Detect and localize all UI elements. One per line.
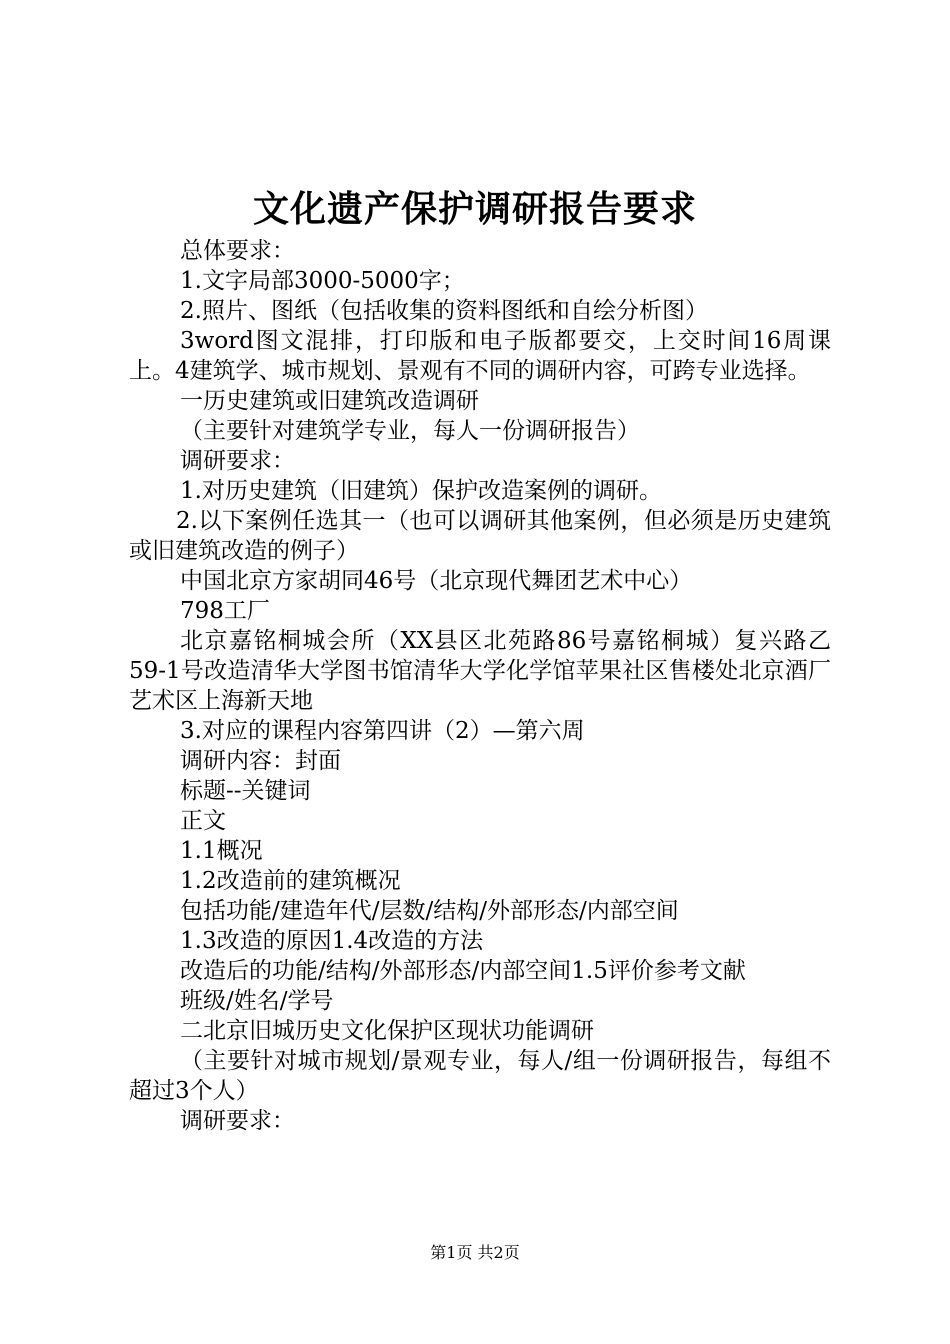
paragraph: 包括功能/建造年代/层数/结构/外部形态/内部空间 bbox=[180, 898, 679, 924]
paragraph: 2.照片、图纸（包括收集的资料图纸和自绘分析图） bbox=[180, 298, 708, 324]
paragraph: 改造后的功能/结构/外部形态/内部空间1.5评价参考文献 bbox=[180, 958, 746, 984]
paragraph: 798工厂 bbox=[180, 598, 270, 624]
paragraph: 1.2改造前的建筑概况 bbox=[180, 868, 401, 894]
paragraph: （主要针对城市规划/景观专业，每人/组一份调研报告，每组不超过3个人） bbox=[129, 1048, 831, 1104]
paragraph: 3word图文混排，打印版和电子版都要交，上交时间16周课上。4建筑学、城市规划、景观有不同的调研内容，可跨专业选择。 bbox=[129, 328, 831, 384]
section-heading: 二北京旧城历史文化保护区现状功能调研 bbox=[180, 1018, 594, 1044]
paragraph: 3.对应的课程内容第四讲（2）—第六周 bbox=[180, 718, 585, 744]
paragraph: 班级/姓名/学号 bbox=[180, 988, 334, 1014]
paragraph: 2.以下案例任选其一（也可以调研其他案例，但必须是历史建筑或旧建筑改造的例子） bbox=[129, 508, 831, 564]
paragraph: 1.文字局部3000-5000字； bbox=[180, 268, 465, 294]
paragraph: （主要针对建筑学专业，每人一份调研报告） bbox=[180, 418, 640, 444]
paragraph: 1.1概况 bbox=[180, 838, 263, 864]
paragraph: 1.对历史建筑（旧建筑）保护改造案例的调研。 bbox=[180, 478, 662, 504]
paragraph: 调研内容：封面 bbox=[180, 748, 341, 774]
paragraph: 北京嘉铭桐城会所（XX县区北苑路86号嘉铭桐城）复兴路乙59-1号改造清华大学图书馆清华大学化学馆苹果社区售楼处北京酒厂艺术区上海新天地 bbox=[129, 628, 831, 714]
document-title: 文化遗产保护调研报告要求 bbox=[252, 188, 697, 230]
paragraph: 调研要求： bbox=[180, 448, 295, 474]
paragraph: 1.3改造的原因1.4改造的方法 bbox=[180, 928, 484, 954]
document-body bbox=[129, 236, 831, 1136]
paragraph: 正文 bbox=[180, 808, 226, 834]
paragraph: 总体要求： bbox=[180, 238, 295, 264]
paragraph: 中国北京方家胡同46号（北京现代舞团艺术中心） bbox=[180, 568, 693, 594]
section-heading: 一历史建筑或旧建筑改造调研 bbox=[180, 388, 479, 414]
paragraph: 调研要求： bbox=[180, 1108, 295, 1134]
page-footer: 第1页 共2页 bbox=[430, 1243, 520, 1262]
paragraph: 标题--关键词 bbox=[180, 778, 311, 804]
